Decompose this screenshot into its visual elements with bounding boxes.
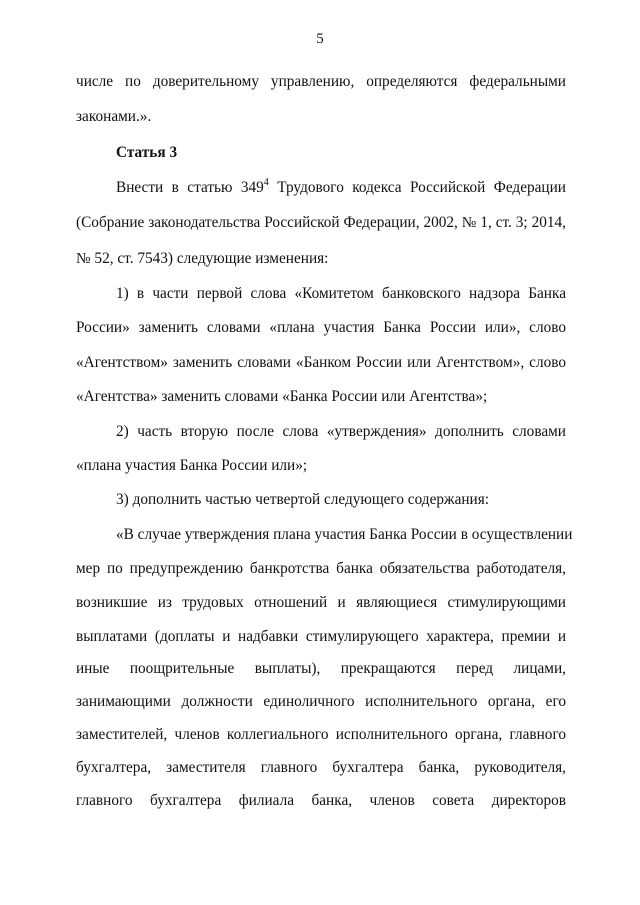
item-1-line-4: «Агентства» заменить словами «Банка России или Агентства»;: [76, 388, 488, 405]
quote-line-7: заместителей, членов коллегиального исполнительного органа, главного: [76, 726, 566, 743]
quote-line-6: занимающими должности единоличного исполнительного органа, его: [76, 693, 566, 710]
quote-line-4: выплатами (доплаты и надбавки стимулирующего характера, премии и: [76, 628, 566, 645]
article-heading: Статья 3: [116, 144, 178, 161]
article-paragraph-line-1: [116, 178, 566, 198]
item-2-line-2: «плана участия Банка России или»;: [76, 457, 308, 474]
quote-line-1: «В случае утверждения плана участия Банка России в осуществлении: [116, 526, 573, 543]
paragraph-text: Внести в статью 349: [116, 179, 264, 196]
intro-line-1: числе по доверительному управлению, определяются федеральными: [76, 73, 566, 90]
item-3-line-1: 3) дополнить частью четвертой следующего содержания:: [116, 491, 490, 508]
article-paragraph-line-2: (Собрание законодательства Российской Федерации, 2002, № 1, ст. 3; 2014,: [76, 214, 566, 231]
quote-line-8: бухгалтера, заместителя главного бухгалтера банка, руководителя,: [76, 759, 566, 776]
quote-line-9: главного бухгалтера филиала банка, членов совета директоров: [76, 792, 566, 809]
item-1-line-1: 1) в части первой слова «Комитетом банковского надзора Банка: [116, 285, 566, 302]
article-paragraph-line-3: № 52, ст. 7543) следующие изменения:: [76, 250, 329, 267]
item-1-line-2: России» заменить словами «плана участия Банка России или», слово: [76, 319, 566, 336]
intro-line-2: законами.».: [76, 108, 152, 125]
quote-line-3: возникшие из трудовых отношений и являющиеся стимулирующими: [76, 594, 566, 611]
quote-line-2: мер по предупреждению банкротства банка обязательства работодателя,: [76, 560, 566, 577]
item-1-line-3: «Агентством» заменить словами «Банком России или Агентством», слово: [76, 354, 566, 371]
item-2-line-1: 2) часть вторую после слова «утверждения» дополнить словами: [116, 423, 566, 440]
superscript: 4: [263, 176, 269, 188]
paragraph-text: Трудового кодекса Российской Федерации: [268, 179, 566, 196]
page-number: 5: [316, 31, 324, 47]
quote-line-5: иные поощрительные выплаты), прекращаются перед лицами,: [76, 660, 566, 677]
